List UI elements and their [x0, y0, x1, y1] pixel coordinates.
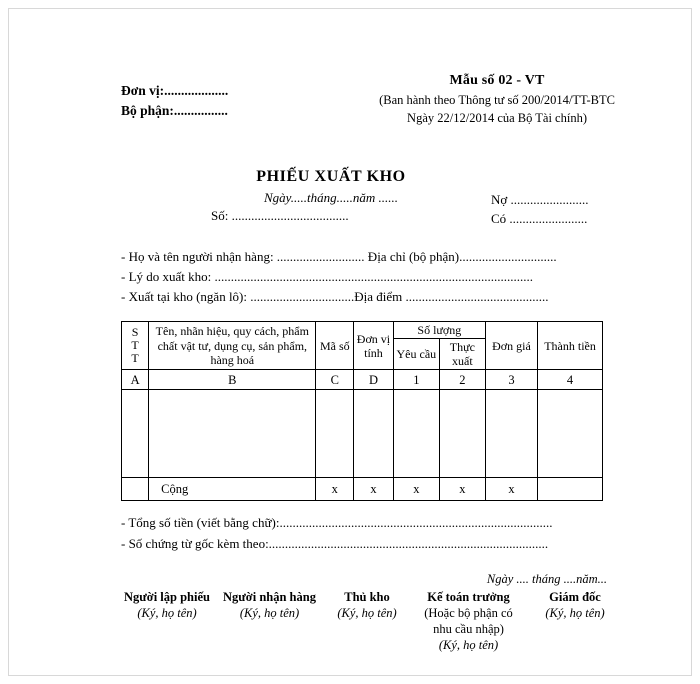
form-issued-line: (Ban hành theo Thông tư số 200/2014/TT-BTC [379, 93, 615, 108]
signature-note-chief-accountant: (Ký, họ tên) [438, 638, 499, 653]
signature-title-storekeeper: Thủ kho [344, 589, 390, 604]
receiver-line: - Họ và tên người nhận hàng: ........................... Địa chỉ (bộ phận).............................. [121, 248, 557, 264]
cell-goods-name[interactable] [149, 390, 316, 478]
header-stt-line1: S [131, 324, 139, 339]
header-code: Mã số [316, 321, 354, 369]
signature-note-preparer: (Ký, họ tên) [137, 605, 197, 620]
signoff-date-line: Ngày .... tháng ....năm... [486, 571, 607, 586]
cell-qty-actual[interactable] [439, 390, 485, 478]
title-center-block [181, 168, 481, 224]
form-header [121, 71, 621, 128]
cell-stt[interactable] [122, 390, 149, 478]
header-amount: Thành tiền [538, 321, 603, 369]
info-lines-block [121, 247, 621, 307]
form-issued-date-line: Ngày 22/12/2014 của Bộ Tài chính) [407, 111, 587, 126]
document-number-line: Số: .................................... [211, 207, 349, 223]
credit-label: Có ........................ [491, 211, 588, 227]
cell-unit-price[interactable] [485, 390, 537, 478]
table-column-letters-row [122, 370, 603, 390]
debit-label: Nợ ........................ [491, 191, 589, 207]
column-letter-c: C [316, 370, 354, 390]
below-table-block [121, 513, 621, 553]
form-code: Mẫu số 02 - VT [449, 73, 545, 88]
header-stt-line2: T [131, 337, 139, 352]
unit-info-block [121, 71, 228, 120]
column-letter-b: B [149, 370, 316, 390]
cell-code[interactable] [316, 390, 354, 478]
cell-qty-requested[interactable] [393, 390, 439, 478]
signature-note-receiver: (Ký, họ tên) [239, 605, 300, 620]
column-letter-3: 3 [485, 370, 537, 390]
header-qty-actual: Thực xuất [439, 339, 485, 370]
cell-unit[interactable] [354, 390, 394, 478]
signature-title-director: Giám đốc [549, 589, 601, 604]
page-title: PHIẾU XUẤT KHO [256, 167, 406, 185]
total-label: Cộng [149, 478, 316, 501]
signature-title-receiver: Người nhận hàng [223, 589, 316, 604]
column-letter-1: 1 [393, 370, 439, 390]
reason-line: - Lý do xuất kho: .................................................................................................. [121, 268, 534, 284]
total-mark-qty-requested: x [393, 478, 439, 501]
signature-title-chief-accountant: Kế toán trưởng [427, 589, 510, 604]
header-stt [122, 321, 149, 369]
signature-block-director [529, 589, 621, 622]
column-letter-a: A [122, 370, 149, 390]
signature-title-preparer: Người lập phiếu [124, 589, 210, 604]
document-title-section [121, 168, 621, 229]
signature-block-storekeeper [326, 589, 408, 622]
total-in-words-line: - Tổng số tiền (viết bằng chữ):.................................................................................... [121, 515, 553, 531]
total-mark-code: x [316, 478, 354, 501]
signature-sub-chief-accountant: (Hoặc bộ phận có nhu cầu nhập) [424, 605, 513, 637]
signature-row [121, 589, 621, 654]
header-unit-price: Đơn giá [485, 321, 537, 369]
total-mark-unit-price: x [485, 478, 537, 501]
table-header-row [122, 321, 603, 338]
header-quantity-group: Số lượng [393, 321, 485, 338]
signature-note-storekeeper: (Ký, họ tên) [337, 605, 397, 620]
debit-credit-block [491, 168, 621, 229]
column-letter-2: 2 [439, 370, 485, 390]
warehouse-line: - Xuất tại kho (ngăn lô): ................................Địa điểm ............................................ [121, 288, 549, 304]
total-mark-unit: x [354, 478, 394, 501]
header-unit: Đơn vị tính [354, 321, 394, 369]
form-code-block [379, 71, 621, 128]
signature-block-receiver [222, 589, 318, 622]
goods-table [121, 321, 603, 501]
header-qty-requested: Yêu cầu [393, 339, 439, 370]
signature-block-chief-accountant [417, 589, 521, 654]
signature-block-preparer [121, 589, 213, 622]
column-letter-d: D [354, 370, 394, 390]
header-stt-line3: T [131, 351, 139, 366]
unit-field-label: Đơn vị:................... [121, 83, 229, 98]
document-date-line: Ngày.....tháng.....năm ...... [264, 189, 398, 205]
attached-docs-line: - Số chứng từ gốc kèm theo:...................................................................................... [121, 535, 549, 551]
total-stt-cell [122, 478, 149, 501]
header-goods-name: Tên, nhãn hiệu, quy cách, phẩm chất vật tư, dụng cụ, sản phẩm, hàng hoá [149, 321, 316, 369]
table-row[interactable] [122, 390, 603, 478]
cell-amount[interactable] [538, 390, 603, 478]
department-field-label: Bộ phận:................ [121, 102, 228, 118]
column-letter-4: 4 [538, 370, 603, 390]
table-total-row [122, 478, 603, 501]
total-mark-qty-actual: x [439, 478, 485, 501]
form-sheet [121, 71, 621, 654]
signature-note-director: (Ký, họ tên) [545, 605, 605, 620]
document-page [8, 8, 692, 676]
total-mark-amount [538, 478, 603, 501]
